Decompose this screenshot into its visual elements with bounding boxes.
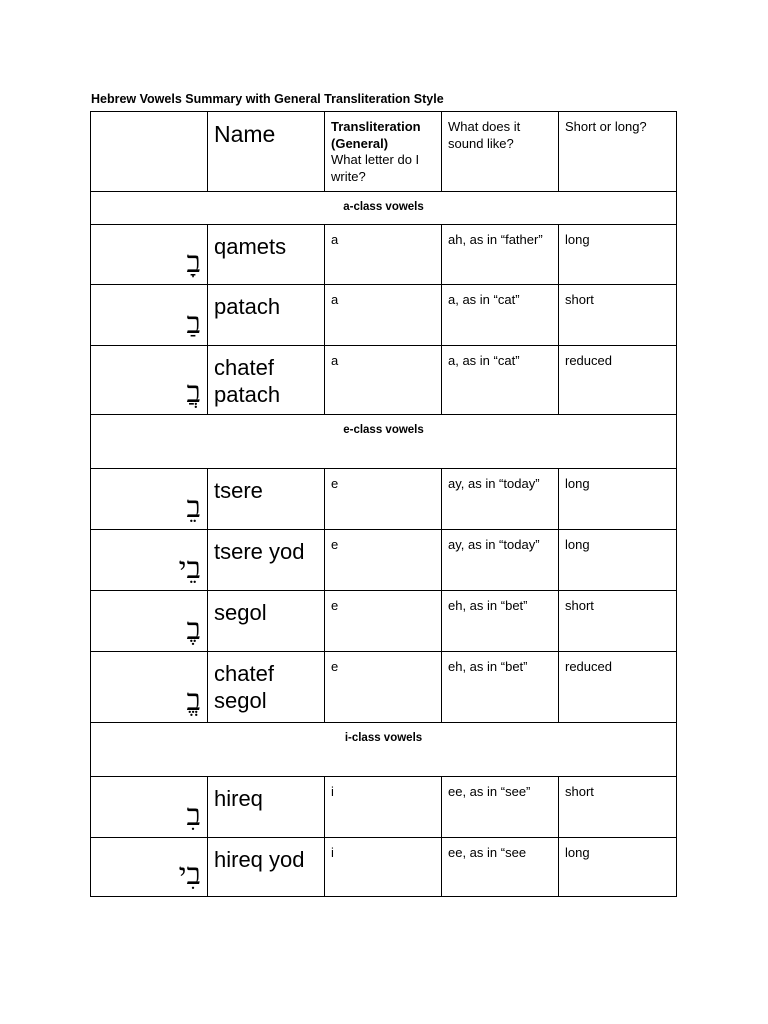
vowel-length: long	[565, 845, 590, 860]
header-row	[91, 112, 677, 192]
vowel-name: hireq	[214, 786, 263, 811]
table-row	[91, 838, 677, 897]
hebrew-vowel-glyph: בִ	[186, 798, 201, 833]
vowel-name: tsere	[214, 478, 263, 503]
header-name: Name	[214, 121, 276, 147]
header-length: Short or long?	[565, 119, 647, 134]
section-row-a-class	[91, 192, 677, 225]
vowel-length: long	[565, 537, 590, 552]
vowels-table	[90, 111, 677, 897]
section-label: a-class vowels	[91, 192, 677, 225]
vowel-sound: ay, as in “today”	[448, 476, 540, 491]
hebrew-vowel-glyph: בָ	[186, 245, 201, 280]
vowel-length: reduced	[565, 659, 612, 674]
vowel-length: reduced	[565, 353, 612, 368]
header-length-cell	[559, 112, 677, 192]
document-title: Hebrew Vowels Summary with General Transliteration Style	[91, 92, 444, 106]
vowel-transliteration: e	[331, 476, 339, 491]
hebrew-vowel-glyph: בֵי	[178, 551, 201, 586]
vowel-name: patach	[214, 294, 281, 319]
header-name-cell	[208, 112, 325, 192]
vowel-sound: ee, as in “see	[448, 845, 527, 860]
hebrew-vowel-glyph: בֲ	[186, 375, 201, 410]
hebrew-vowel-glyph: בִי	[178, 857, 201, 892]
vowel-name: chatef segol	[214, 661, 274, 713]
hebrew-vowel-glyph: בֶ	[186, 612, 201, 647]
header-letter-cell	[91, 112, 208, 192]
vowel-transliteration: e	[331, 659, 339, 674]
table-row	[91, 225, 677, 285]
vowel-name: segol	[214, 600, 267, 625]
vowel-sound: ay, as in “today”	[448, 537, 540, 552]
header-sound: What does it sound like?	[448, 119, 521, 151]
vowel-name: tsere yod	[214, 539, 305, 564]
vowel-sound: ee, as in “see”	[448, 784, 531, 799]
vowel-length: long	[565, 476, 590, 491]
table-row	[91, 285, 677, 346]
table-row	[91, 469, 677, 530]
section-label: e-class vowels	[91, 415, 677, 469]
section-row-e-class	[91, 415, 677, 469]
hebrew-vowel-glyph: בֱ	[186, 683, 201, 718]
vowel-transliteration: a	[331, 353, 339, 368]
table-row	[91, 591, 677, 652]
vowel-transliteration: a	[331, 292, 339, 307]
vowel-sound: a, as in “cat”	[448, 353, 520, 368]
vowel-name: chatef patach	[214, 355, 281, 407]
vowel-transliteration: i	[331, 784, 334, 799]
vowel-sound: eh, as in “bet”	[448, 598, 528, 613]
vowel-sound: ah, as in “father”	[448, 232, 543, 247]
section-label: i-class vowels	[91, 723, 677, 777]
hebrew-vowel-glyph: בֵ	[186, 490, 201, 525]
header-translit-cell	[325, 112, 442, 192]
header-sound-cell	[442, 112, 559, 192]
header-translit-title: Transliteration (General)	[331, 119, 421, 151]
vowel-name: hireq yod	[214, 847, 305, 872]
vowel-length: short	[565, 784, 594, 799]
table-row	[91, 652, 677, 723]
vowel-sound: a, as in “cat”	[448, 292, 520, 307]
vowel-transliteration: a	[331, 232, 339, 247]
hebrew-vowel-glyph: בַ	[186, 306, 201, 341]
vowel-transliteration: e	[331, 537, 339, 552]
vowel-length: short	[565, 292, 594, 307]
section-row-i-class	[91, 723, 677, 777]
vowel-transliteration: i	[331, 845, 334, 860]
table-row	[91, 777, 677, 838]
vowel-transliteration: e	[331, 598, 339, 613]
vowel-length: short	[565, 598, 594, 613]
vowel-length: long	[565, 232, 590, 247]
table-row	[91, 346, 677, 415]
vowel-sound: eh, as in “bet”	[448, 659, 528, 674]
table-row	[91, 530, 677, 591]
vowel-name: qamets	[214, 234, 287, 259]
header-translit-subtitle: What letter do I write?	[331, 152, 420, 184]
